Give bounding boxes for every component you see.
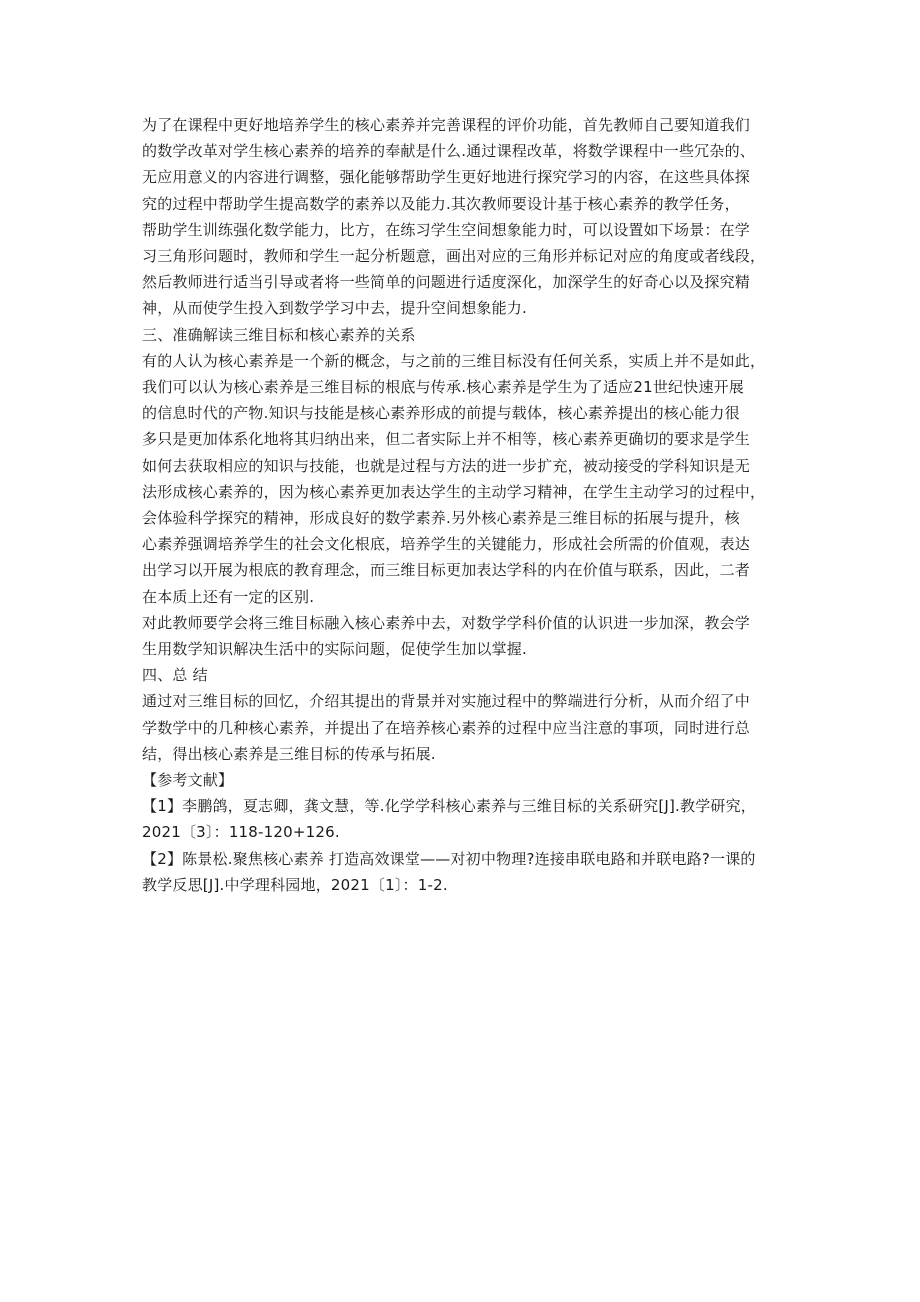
text-line: 的信息时代的产物.知识与技能是核心素养形成的前提与载体，核心素养提出的核心能力很 xyxy=(142,404,740,423)
text-line: 为了在课程中更好地培养学生的核心素养并完善课程的评价功能，首先教师自己要知道我们 xyxy=(142,116,751,134)
text-line: 神，从而使学生投入到数学学习中去，提升空间想象能力. xyxy=(142,299,527,318)
text-line: 教学反思[J].中学理科园地，2021〔1〕：1-2. xyxy=(142,875,448,894)
text-line: 2021〔3〕：118-120+126. xyxy=(142,823,340,842)
text-line: 的数学改革对学生核心素养的培养的奉献是什么.通过课程改革，将数学课程中一些冗杂的、 xyxy=(142,142,755,161)
section-heading-3: 三、准确解读三维目标和核心素养的关系 xyxy=(142,325,416,344)
text-line: 【1】李鹏鸽，夏志卿，龚文慧，等.化学学科核心素养与三维目标的关系研究[J].教学研究， xyxy=(142,797,757,816)
text-line: 对此教师要学会将三维目标融入核心素养中去，对数学学科价值的认识进一步加深，教会学 xyxy=(142,613,751,632)
text-line: 【2】陈景松.聚焦核心素养 打造高效课堂——对初中物理?连接串联电路和并联电路?一课的 xyxy=(142,849,756,868)
reference-item-1 xyxy=(142,793,792,845)
text-line: 生用数学知识解决生活中的实际问题，促使学生加以掌握. xyxy=(142,640,527,659)
references-title: 【参考文献】 xyxy=(142,771,234,790)
text-line: 有的人认为核心素养是一个新的概念，与之前的三维目标没有任何关系，实质上并不是如此， xyxy=(142,351,766,370)
text-line: 无应用意义的内容进行调整，强化能够帮助学生更好地进行探究学习的内容，在这些具体探 xyxy=(142,168,751,187)
paragraph-course-evaluation xyxy=(142,112,792,322)
text-line: 然后教师进行适当引导或者将一些简单的问题进行适度深化，加深学生的好奇心以及探究精 xyxy=(142,273,751,292)
text-line: 究的过程中帮助学生提高数学的素养以及能力.其次教师要设计基于核心素养的教学任务， xyxy=(142,194,740,213)
text-line: 结，得出核心素养是三维目标的传承与拓展. xyxy=(142,744,436,763)
text-line: 心素养强调培养学生的社会文化根底，培养学生的关键能力，形成社会所需的价值观，表达 xyxy=(142,535,751,554)
section-heading-4: 四、总 结 xyxy=(142,666,208,685)
text-line: 帮助学生训练强化数学能力，比方，在练习学生空间想象能力时，可以设置如下场景：在学 xyxy=(142,220,751,239)
text-line: 法形成核心素养的，因为核心素养更加表达学生的主动学习精神，在学生主动学习的过程中， xyxy=(142,482,766,501)
paragraph-core-literacy-relation xyxy=(142,348,792,610)
text-line: 多只是更加体系化地将其归纳出来，但二者实际上并不相等，核心素养更确切的要求是学生 xyxy=(142,430,751,449)
text-line: 学数学中的几种核心素养，并提出了在培养核心素养的过程中应当注意的事项，同时进行总 xyxy=(142,718,751,737)
reference-item-2 xyxy=(142,846,792,898)
text-line: 在本质上还有一定的区别. xyxy=(142,587,315,606)
paragraph-summary xyxy=(142,688,792,767)
text-line: 我们可以认为核心素养是三维目标的根底与传承.核心素养是学生为了适应21世纪快速开展 xyxy=(142,378,745,397)
text-line: 通过对三维目标的回忆，介绍其提出的背景并对实施过程中的弊端进行分析，从而介绍了中 xyxy=(142,692,751,711)
text-line: 出学习以开展为根底的教育理念，而三维目标更加表达学科的内在价值与联系，因此，二者 xyxy=(142,561,751,580)
text-line: 如何去获取相应的知识与技能，也就是过程与方法的进一步扩充，被动接受的学科知识是无 xyxy=(142,456,751,475)
text-line: 习三角形问题时，教师和学生一起分析题意，画出对应的三角形并标记对应的角度或者线段， xyxy=(142,247,766,266)
text-line: 会体验科学探究的精神，形成良好的数学素养.另外核心素养是三维目标的拓展与提升，核 xyxy=(142,509,740,528)
document-page xyxy=(142,112,792,898)
paragraph-teacher-integration xyxy=(142,610,792,662)
